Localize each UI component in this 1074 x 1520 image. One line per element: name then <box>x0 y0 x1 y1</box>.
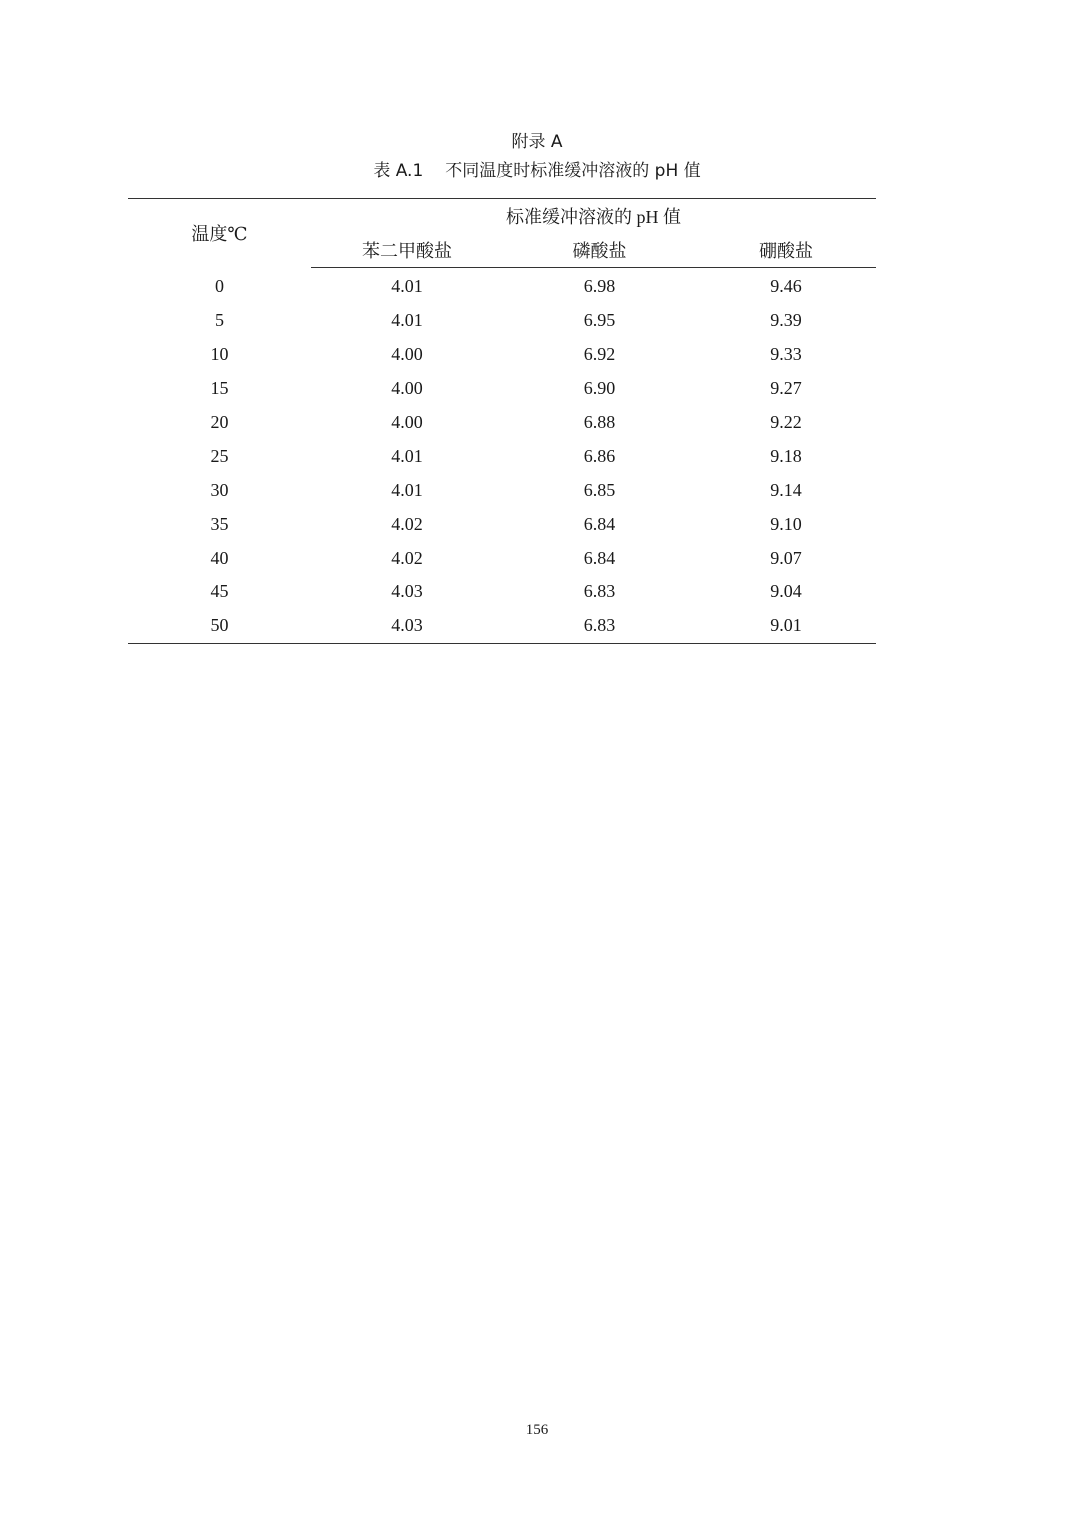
table-row <box>128 609 876 643</box>
page-number: 156 <box>525 1422 549 1438</box>
phosphate-cell: 6.95 <box>583 310 616 331</box>
temperature-cell: 5 <box>215 310 224 331</box>
temperature-cell: 20 <box>210 412 229 432</box>
borate-cell: 9.22 <box>770 412 802 432</box>
table-row <box>128 473 876 507</box>
phthalate-cell: 4.01 <box>391 479 423 500</box>
phthalate-cell: 4.02 <box>391 513 423 534</box>
borate-cell: 9.18 <box>770 445 802 466</box>
phosphate-cell: 6.92 <box>583 344 616 365</box>
temperature-cell: 35 <box>210 513 229 534</box>
borate-cell: 9.01 <box>696 609 876 643</box>
temperature-cell: 50 <box>128 609 311 643</box>
phthalate-cell: 4.01 <box>391 276 423 297</box>
phthalate-cell: 4.03 <box>391 581 423 602</box>
phosphate-cell: 6.84 <box>583 547 616 568</box>
phthalate-cell: 4.00 <box>391 378 423 399</box>
phthalate-cell: 4.00 <box>391 412 423 432</box>
table-number: 表 A.1 <box>373 161 424 181</box>
table-row <box>128 304 876 338</box>
temperature-cell: 40 <box>210 547 229 568</box>
temperature-cell: 0 <box>215 276 224 297</box>
phosphate-cell: 6.83 <box>583 581 616 602</box>
column-header-borate: 硼酸盐 <box>696 233 876 268</box>
borate-cell: 9.27 <box>770 378 802 399</box>
temperature-cell: 15 <box>210 378 229 399</box>
column-header-phosphate: 磷酸盐 <box>503 233 696 268</box>
table-row <box>128 439 876 473</box>
phthalate-cell: 4.01 <box>391 445 423 466</box>
table-row <box>128 372 876 406</box>
borate-cell: 9.33 <box>770 344 802 365</box>
temperature-cell: 30 <box>210 479 229 500</box>
temperature-cell: 25 <box>210 445 229 466</box>
table-row <box>128 406 876 440</box>
ph-buffer-table <box>128 198 876 644</box>
borate-cell: 9.46 <box>770 276 802 297</box>
table-row <box>128 268 876 304</box>
phosphate-cell: 6.84 <box>583 513 616 534</box>
table-title: 不同温度时标准缓冲溶液的 pH 值 <box>445 161 701 181</box>
phthalate-cell: 4.01 <box>391 310 423 331</box>
borate-cell: 9.39 <box>770 310 802 331</box>
table-row <box>128 338 876 372</box>
phthalate-cell: 4.02 <box>391 547 423 568</box>
phosphate-cell: 6.83 <box>503 609 696 643</box>
phthalate-cell: 4.00 <box>391 344 423 365</box>
appendix-title: 附录 A <box>511 132 563 152</box>
temperature-cell: 45 <box>210 581 229 602</box>
table-row <box>128 575 876 609</box>
table-row <box>128 507 876 541</box>
phosphate-cell: 6.88 <box>583 412 616 432</box>
borate-cell: 9.04 <box>770 581 802 602</box>
table-caption <box>0 160 1074 182</box>
temperature-header: 温度℃ <box>128 199 311 268</box>
phosphate-cell: 6.98 <box>583 276 616 297</box>
borate-cell: 9.10 <box>770 513 802 534</box>
borate-cell: 9.14 <box>770 479 802 500</box>
column-header-phthalate: 苯二甲酸盐 <box>311 233 503 268</box>
phosphate-cell: 6.90 <box>583 378 616 399</box>
group-header: 标准缓冲溶液的 pH 值 <box>311 199 876 234</box>
phthalate-cell: 4.03 <box>311 609 503 643</box>
phosphate-cell: 6.85 <box>583 479 616 500</box>
phosphate-cell: 6.86 <box>583 445 616 466</box>
table-row <box>128 541 876 575</box>
temperature-cell: 10 <box>210 344 229 365</box>
borate-cell: 9.07 <box>770 547 802 568</box>
